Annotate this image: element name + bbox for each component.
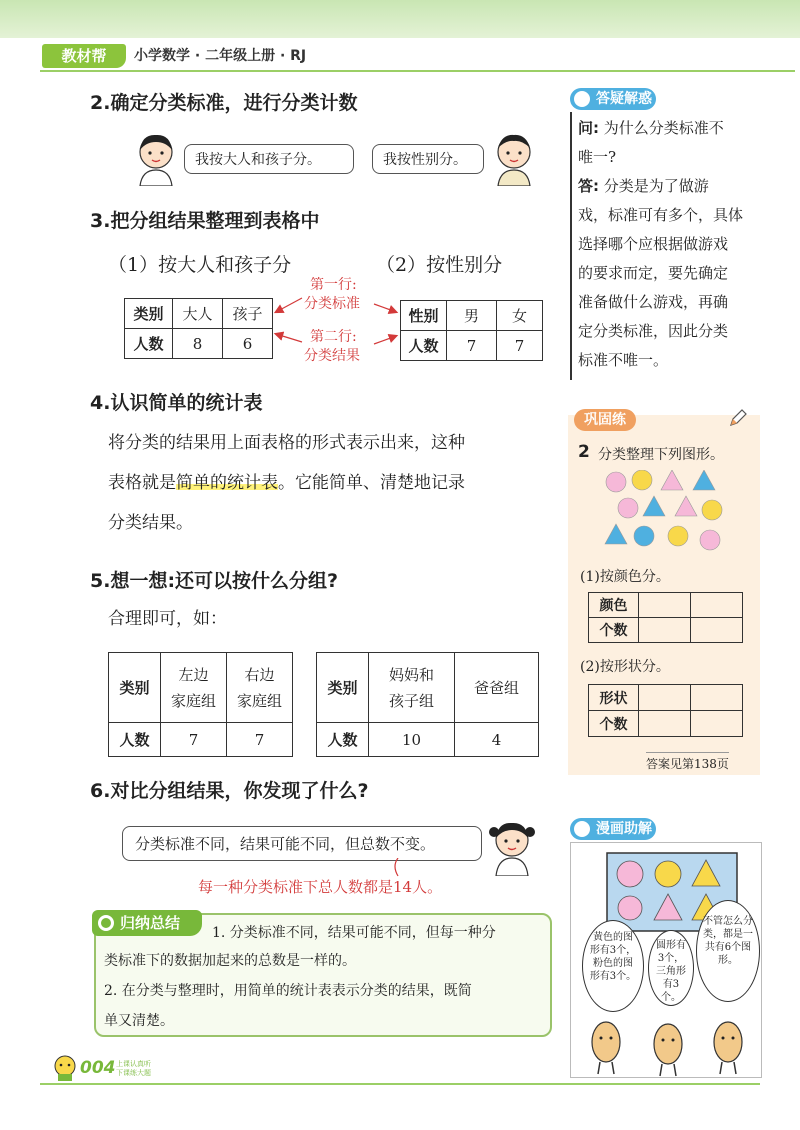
table-input-cell[interactable]: [639, 593, 691, 618]
speech-bubble-conclusion: 分类标准不同，结果可能不同，但总数不变。: [122, 826, 482, 861]
paragraph-line: 分类结果。: [108, 513, 193, 533]
table-header-cell: 个数: [589, 711, 639, 737]
table-cell: 左边 家庭组: [161, 653, 227, 723]
summary-line: 1. 分类标准不同，结果可能不同，但每一种分: [212, 925, 496, 941]
table-cell: 大人: [173, 299, 223, 329]
subheading-gender: （2）按性别分: [376, 254, 503, 276]
faq-rule: [570, 112, 572, 380]
faq-tag: 答疑解惑: [570, 88, 656, 110]
practice-tag: 巩固练: [574, 409, 636, 431]
answer-reference: 答案见第138页: [646, 752, 729, 772]
highlight-term: 简单的统计表: [176, 473, 278, 493]
comic-tag: 漫画助解: [570, 818, 656, 840]
paragraph-line: 将分类的结果用上面表格的形式表示出来，这种: [108, 433, 465, 453]
footer-divider: [40, 1083, 760, 1085]
practice-table-shape: [588, 684, 743, 737]
section-5-intro: 合理即可，如：: [108, 609, 227, 629]
table-cell: 孩子: [223, 299, 273, 329]
footer-slogan: 上课认真听 下课练大题: [116, 1060, 151, 1077]
table-header-cell: 人数: [401, 331, 447, 361]
practice-part-1-label: (1)按颜色分。: [580, 569, 670, 585]
comic-bubble-color: 黄色的图形有3个，粉色的图形有3个。: [582, 920, 644, 1012]
comic-bubble-shape: 圆形有3个，三角形有3个。: [648, 930, 694, 1006]
table-cell: 10: [369, 723, 455, 757]
speech-bubble-gender: 我按性别分。: [372, 144, 484, 174]
table-input-cell[interactable]: [691, 711, 743, 737]
table-cell: 右边 家庭组: [227, 653, 293, 723]
table-cell: 爸爸组: [455, 653, 539, 723]
arrow-connectors: [270, 278, 400, 358]
summary-tag: 归纳总结: [92, 910, 202, 936]
exercise-number: 2: [578, 442, 590, 462]
table-adults-kids: [124, 298, 273, 359]
table-gender: [400, 300, 543, 361]
brand-badge: 教材帮: [42, 44, 126, 68]
table-header-cell: 性别: [401, 301, 447, 331]
red-pointer-curve: [390, 858, 404, 878]
subheading-adults-kids: （1）按大人和孩子分: [108, 254, 292, 276]
girl-avatar-icon: [486, 816, 538, 876]
table-parent-groups: [316, 652, 539, 757]
table-header-cell: 类别: [109, 653, 161, 723]
table-family-sides: [108, 652, 293, 757]
table-input-cell[interactable]: [691, 685, 743, 711]
pencil-icon: [728, 408, 748, 428]
comic-bubble-total: 不管怎么分类，都是一共有6个图形。: [696, 900, 760, 1002]
table-cell: 7: [497, 331, 543, 361]
section-4-title: 4.认识简单的统计表: [90, 392, 263, 414]
header-divider: [40, 70, 795, 72]
table-cell: 4: [455, 723, 539, 757]
target-icon: [98, 915, 114, 931]
summary-line: 2. 在分类与整理时，用简单的统计表表示分类的结果，既简: [104, 983, 472, 999]
page-number: 004: [80, 1058, 116, 1078]
red-note-total: 每一种分类标准下总人数都是14人。: [198, 878, 443, 896]
girl-avatar-icon: [132, 130, 180, 186]
table-cell: 女: [497, 301, 543, 331]
table-input-cell[interactable]: [691, 618, 743, 643]
table-cell: 6: [223, 329, 273, 359]
header-decor-band: [0, 0, 800, 38]
section-3-title: 3.把分组结果整理到表格中: [90, 210, 320, 232]
chat-icon: [574, 91, 590, 107]
table-header-cell: 颜色: [589, 593, 639, 618]
practice-part-2-label: (2)按形状分。: [580, 659, 670, 675]
table-header-cell: 形状: [589, 685, 639, 711]
note-second-row: 第二行: 分类结果: [304, 329, 360, 364]
section-5-title: 5.想一想:还可以按什么分组?: [90, 570, 339, 592]
table-header-cell: 类别: [317, 653, 369, 723]
summary-line: 类标准下的数据加起来的总数是一样的。: [104, 953, 356, 969]
table-header-cell: 人数: [125, 329, 173, 359]
table-header-cell: 个数: [589, 618, 639, 643]
section-2-title: 2.确定分类标准，进行分类计数: [90, 92, 358, 114]
table-input-cell[interactable]: [639, 618, 691, 643]
potato-characters: [584, 1014, 754, 1078]
table-input-cell[interactable]: [639, 685, 691, 711]
table-header-cell: 人数: [317, 723, 369, 757]
section-6-title: 6.对比分组结果，你发现了什么?: [90, 780, 369, 802]
table-header-cell: 类别: [125, 299, 173, 329]
boy-avatar-icon: [490, 130, 538, 186]
table-cell: 妈妈和 孩子组: [369, 653, 455, 723]
table-cell: 8: [173, 329, 223, 359]
table-cell: 7: [161, 723, 227, 757]
paragraph-line: 表格就是简单的统计表。它能简单、清楚地记录: [108, 473, 465, 493]
book-title: 小学数学 · 二年级上册 · RJ: [134, 48, 307, 64]
practice-table-color: [588, 592, 743, 643]
table-header-cell: 人数: [109, 723, 161, 757]
speech-bubble-adults-kids: 我按大人和孩子分。: [184, 144, 354, 174]
summary-line: 单又清楚。: [104, 1013, 174, 1029]
faq-content: 问: 为什么分类标准不 唯一? 答: 分类是为了做游 戏，标准可有多个，具体 选择哪个应根据做游戏 的要求而定，要先确定 准备做什么游戏，再确 定分类标准，因此分类 标准不唯一。: [578, 119, 744, 369]
note-first-row: 第一行: 分类标准: [304, 277, 360, 312]
exercise-prompt: 分类整理下列图形。: [598, 447, 724, 463]
chat-icon: [574, 821, 590, 837]
mascot-icon: [52, 1054, 78, 1082]
table-input-cell[interactable]: [691, 593, 743, 618]
table-cell: 7: [447, 331, 497, 361]
shapes-figure: [604, 470, 724, 556]
table-cell: 男: [447, 301, 497, 331]
table-cell: 7: [227, 723, 293, 757]
table-input-cell[interactable]: [639, 711, 691, 737]
